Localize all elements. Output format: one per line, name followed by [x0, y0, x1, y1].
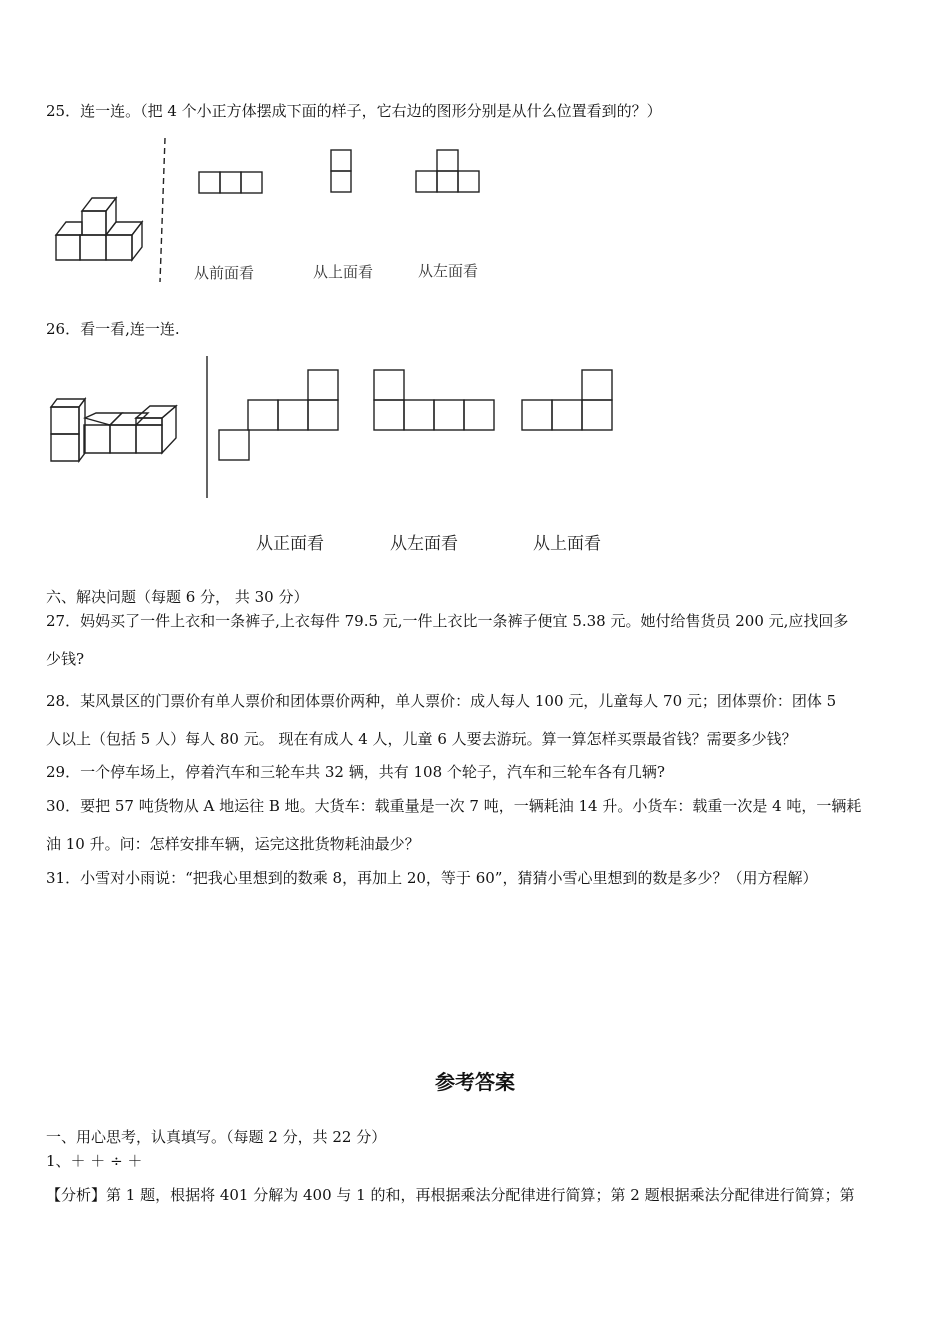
q30-line2: 油 10 升。问：怎样安排车辆，运完这批货物耗油最少？	[46, 835, 420, 853]
q25-text: 25．连一连。（把 4 个小正方体摆成下面的样子，它右边的图形分别是从什么位置看到的？）	[46, 102, 662, 120]
q26-caption-left: 从左面看	[390, 534, 458, 554]
q29-text: 29．一个停车场上，停着汽车和三轮车共 32 辆，共有 108 个轮子，汽车和三轮车各有几辆?	[46, 763, 665, 781]
q26-caption-top: 从上面看	[533, 534, 601, 554]
q26-cube-stack	[51, 399, 176, 461]
answer-1: 1、＋ ＋ ÷ ＋	[46, 1152, 143, 1170]
q25-caption-left: 从左面看	[418, 262, 479, 280]
q27-line1: 27．妈妈买了一件上衣和一条裤子,上衣每件 79.5 元,一件上衣比一条裤子便宜 5.38 元。她付给售货员 200 元,应找回多	[46, 612, 849, 630]
q28-line1: 28．某风景区的门票价有单人票价和团体票价两种，单人票价：成人每人 100 元，儿童每人 70 元；团体票价：团体 5	[46, 692, 837, 710]
q26-text: 26．看一看,连一连.	[46, 320, 180, 338]
q25-caption-top: 从上面看	[313, 263, 374, 281]
q31-text: 31．小雪对小雨说：“把我心里想到的数乘 8，再加上 20，等于 60”，猜猜小雪心里想到的数是多少？（用方程解）	[46, 869, 818, 887]
q27-line2: 少钱?	[46, 650, 85, 668]
q25-divider	[160, 138, 165, 282]
answers-part1: 一、用心思考，认真填写。（每题 2 分，共 22 分）	[46, 1128, 387, 1146]
section6-heading: 六、解决问题（每题 6 分， 共 30 分）	[46, 588, 309, 606]
answers-title: 参考答案	[435, 1070, 515, 1094]
q30-line1: 30．要把 57 吨货物从 A 地运往 B 地。大货车：载重量是一次 7 吨，一辆耗油 14 升。小货车：载重一次是 4 吨，一辆耗	[46, 797, 862, 815]
q26-caption-front: 从正面看	[256, 534, 324, 554]
answer-analysis: 【分析】第 1 题，根据将 401 分解为 400 与 1 的和，再根据乘法分配律进行简算；第 2 题根据乘法分配律进行简算；第	[46, 1186, 855, 1204]
q25-cube-stack	[56, 198, 142, 260]
q25-caption-front: 从前面看	[194, 264, 255, 282]
q28-line2: 人以上（包括 5 人）每人 80 元。 现在有成人 4 人，儿童 6 人要去游玩。算一算怎样买票最省钱？需要多少钱？	[46, 730, 797, 748]
